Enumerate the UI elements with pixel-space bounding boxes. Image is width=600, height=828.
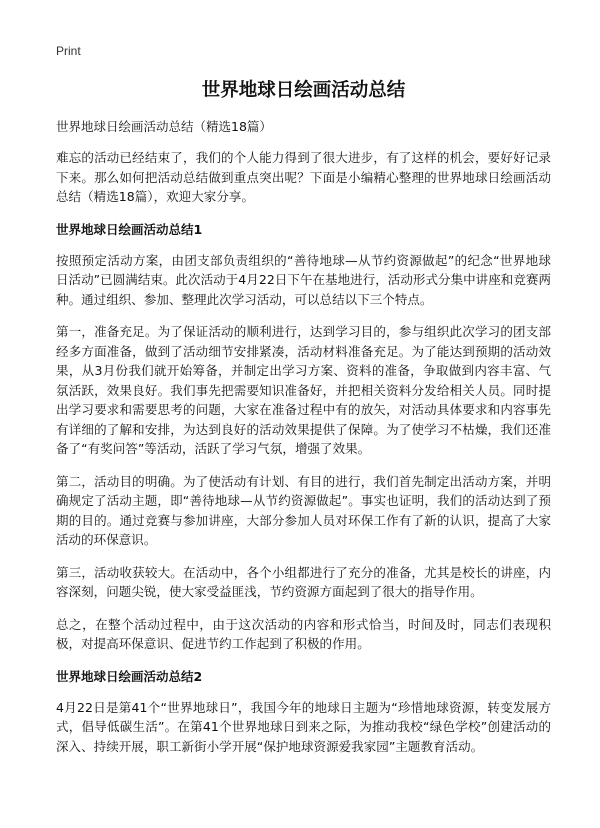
section-paragraph: 总之，在整个活动过程中，由于这次活动的内容和形式恰当，时间及时，同志们表现积极，对提高环保意识、促进节约工作起到了积极的作用。 [56, 616, 551, 651]
intro-paragraph: 难忘的活动已经结束了，我们的个人能力得到了很大进步，有了这样的机会，要好好记录下来。那么如何把活动总结做到重点突出呢？下面是小编精心整理的世界地球日绘画活动总结（精选18篇），欢迎大家分享。 [56, 150, 551, 204]
print-link[interactable]: Print [56, 44, 81, 58]
page-title: 世界地球日绘画活动总结 [201, 80, 406, 101]
section-heading: 世界地球日绘画活动总结1 [56, 221, 203, 237]
section-paragraph: 4月22日是第41个“世界地球日”，我国今年的地球日主题为“珍惜地球资源，转变发展方式，倡导低碳生活”。在第41个世界地球日到来之际，为推动我校“绿色学校”创建活动的深入、持续开展，职工新街小学开展“保护地球资源爱我家园”主题教育活动。 [56, 699, 551, 754]
section-paragraph: 第一，准备充足。为了保证活动的顺利进行，达到学习目的，参与组织此次学习的团支部经多方面准备，做到了活动细节安排紧凑，活动材料准备充足。为了能达到预期的活动效果，从3月份我们就开始筹备，并制定出学习方案、资料的准备，争取做到内容丰富、气氛活跃，效果良好。我们事先把需要知识准备好，并把相关资料分发给相关人员。同时提出学习要求和需要思考的问题，大家在准备过程中有的放矢，对活动具体要求和内容事先有详细的了解和安排，为达到良好的活动效果提供了保障。为了使学习不枯燥，我们还准备了“有奖问答”等活动，活跃了学习气氛，增强了效果。 [56, 324, 551, 456]
section-heading: 世界地球日绘画活动总结2 [56, 668, 203, 684]
document-subtitle: 世界地球日绘画活动总结（精选18篇） [56, 119, 272, 134]
section-paragraph: 第三，活动收获较大。在活动中，各个小组都进行了充分的准备，尤其是校长的讲座，内容深刻，问题尖锐，使大家受益匪浅，节约资源方面起到了很大的指导作用。 [56, 564, 551, 599]
document-body [56, 78, 551, 769]
section-paragraph: 第二，活动目的明确。为了使活动有计划、有目的进行，我们首先制定出活动方案，并明确规定了活动主题，即“善待地球—从节约资源做起”。事实也证明，我们的活动达到了预期的目的。通过竞赛与参加讲座，大部分参加人员对环保工作有了新的认识，提高了大家活动的环保意识。 [56, 473, 551, 547]
section-paragraph: 按照预定活动方案，由团支部负责组织的“善待地球—从节约资源做起”的纪念“世界地球日活动”已圆满结束。此次活动于4月22日下午在基地进行，活动形式分集中讲座和竞赛两种。通过组织、参加、整理此次学习活动，可以总结以下三个特点。 [56, 252, 551, 307]
